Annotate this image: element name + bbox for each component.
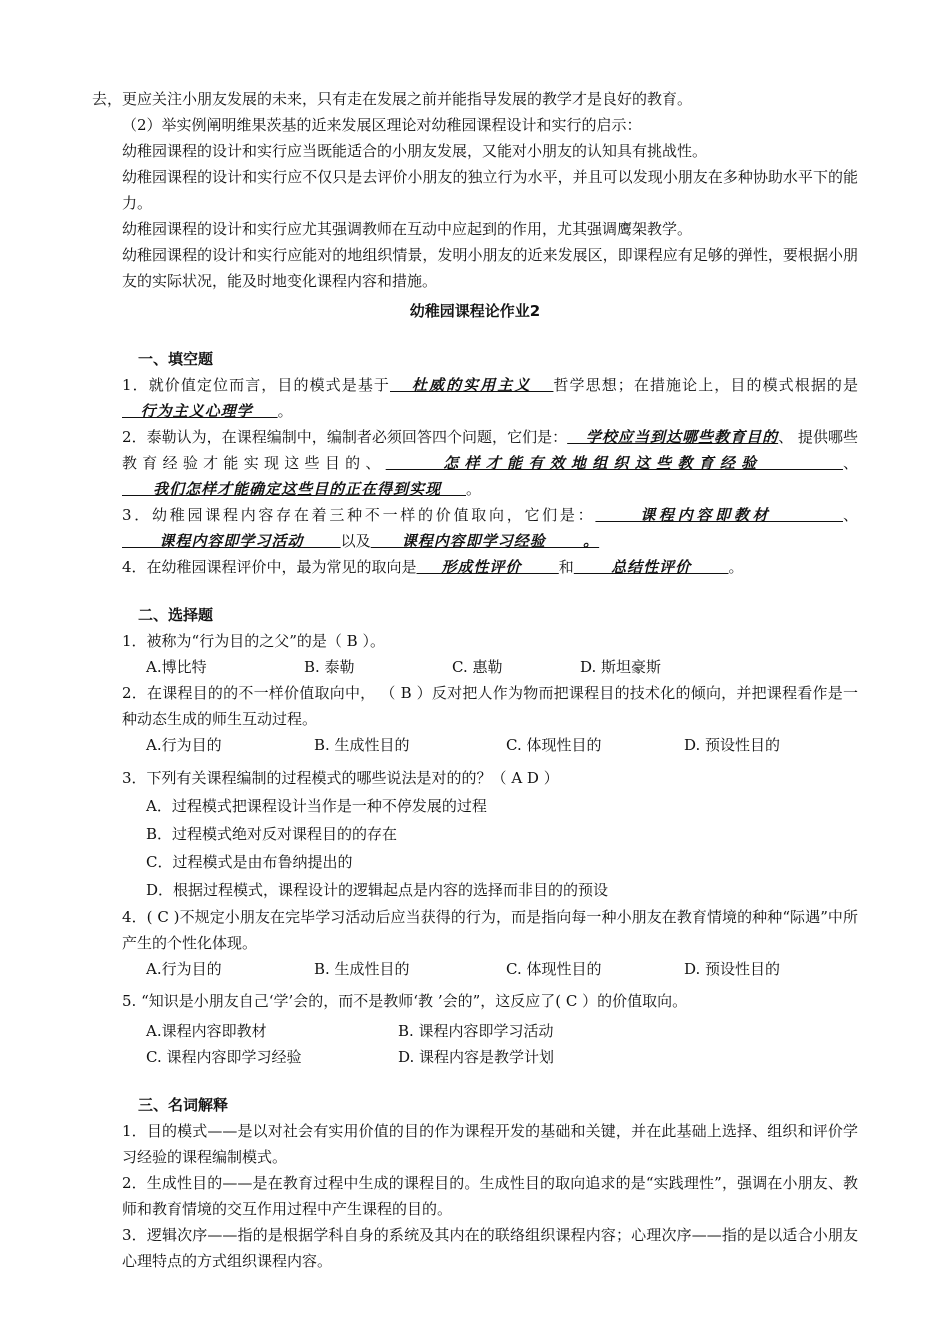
document-page	[92, 86, 858, 1274]
term-definition-2: 2．生成性目的——是在教育过程中生成的课程目的。生成性目的取向追求的是“实践理性”，强调在小朋友、教师和教育情境的交互作用过程中产生课程的目的。	[122, 1174, 858, 1218]
choice-q5-options-row-1	[92, 1014, 858, 1044]
choice-q2-option-a: A.行为目的	[146, 736, 222, 754]
choice-q1-stem: 1．被称为“行为目的之父”的是（ B ）。	[122, 632, 385, 650]
choice-q2-option-b: B. 生成性目的	[314, 736, 410, 754]
term-definition-3: 3．逻辑次序——指的是根据学科自身的系统及其内在的联络组织课程内容；心理次序——指的是以适合小朋友心理特点的方式组织课程内容。	[122, 1226, 858, 1270]
intro-line-5: 幼稚园课程的设计和实行应尤其强调教师在互动中应起到的作用，尤其强调鹰架教学。	[122, 220, 693, 238]
choice-q4-stem: 4．( C )不规定小朋友在完毕学习活动后应当获得的行为，而是指向每一种小朋友在教育情境的种种“际遇”中所产生的个性化体现。	[122, 908, 858, 952]
choice-q1-option-c: C. 惠勒	[452, 658, 503, 676]
fill-question-3	[92, 502, 858, 554]
choice-q4-option-a: A.行为目的	[146, 960, 222, 978]
choice-q5-stem: 5. “知识是小朋友自己‘学’会的，而不是教师‘教 ’会的”，这反应了( C ）的价值取向。	[122, 992, 688, 1010]
fill-q3-answer-1: 课程内容即教材	[595, 506, 843, 524]
fill-q1-mid: 哲学思想；在措施论上，目的模式根据的是	[553, 376, 858, 394]
fill-q3-answer-2: 课程内容即学习活动	[122, 532, 341, 550]
term-definition-1: 1．目的模式——是以对社会有实用价值的目的作为课程开发的基础和关键，并在此基础上选择、组织和评价学习经验的课程编制模式。	[122, 1122, 858, 1166]
fill-q4-pre: 4．在幼稚园课程评价中，最为常见的取向是	[122, 558, 417, 576]
intro-line-4: 幼稚园课程的设计和实行应不仅只是去评价小朋友的独立行为水平，并且可以发现小朋友在多种协助水平下的能力。	[122, 168, 858, 212]
fill-question-4	[92, 554, 858, 580]
fill-q2-answer-2: 怎样才能有效地组织这些教育经验	[385, 454, 843, 472]
fill-q3-sep-2: 以及	[340, 532, 371, 550]
fill-q2-answer-1: 学校应当到达哪些教育目的	[567, 428, 779, 446]
choice-q5-option-b: B. 课程内容即学习活动	[398, 1022, 554, 1040]
fill-q4-answer-1: 形成性评价	[416, 558, 559, 576]
fill-q2-answer-3: 我们怎样才能确定这些目的正在得到实现	[122, 480, 467, 498]
fill-q4-mid: 和	[558, 558, 574, 576]
fill-q4-answer-2: 总结性评价	[573, 558, 729, 576]
fill-q3-pre: 3．幼稚园课程内容存在着三种不一样的价值取向，它们是：	[122, 506, 596, 524]
choice-q2-option-d: D. 预设性目的	[684, 736, 781, 754]
fill-q1-answer-1: 杜威的实用主义	[390, 376, 554, 394]
choice-q5-options-row-2	[92, 1044, 858, 1070]
choice-q3-option-c: C．过程模式是由布鲁纳提出的	[146, 853, 353, 871]
fill-q2-sep-1: 、 提供哪些教育经验才能实现这些目的、	[122, 428, 858, 472]
choice-q1-option-d: D. 斯坦豪斯	[580, 658, 662, 676]
choice-q4-option-c: C. 体现性目的	[506, 960, 602, 978]
intro-line-3: 幼稚园课程的设计和实行应当既能适合的小朋友发展，又能对小朋友的认知具有挑战性。	[122, 142, 708, 160]
section-heading-choice: 二、选择题	[138, 606, 214, 624]
choice-q5-option-d: D. 课程内容是教学计划	[398, 1048, 555, 1066]
choice-q2-options	[92, 732, 858, 758]
fill-question-2	[92, 424, 858, 502]
fill-question-1	[92, 372, 858, 424]
choice-q4-option-b: B. 生成性目的	[314, 960, 410, 978]
choice-q1-option-b: B. 泰勒	[304, 658, 355, 676]
assignment-title: 幼稚园课程论作业2	[409, 302, 541, 320]
choice-q4-option-d: D. 预设性目的	[684, 960, 781, 978]
intro-line-2: （2）举实例阐明维果茨基的近来发展区理论对幼稚园课程设计和实行的启示：	[122, 116, 642, 134]
choice-q5-option-a: A.课程内容即教材	[146, 1022, 267, 1040]
choice-q4-options	[92, 956, 858, 982]
fill-q2-sep-2: 、	[842, 454, 858, 472]
choice-q3-option-b: B．过程模式绝对反对课程目的的存在	[146, 825, 398, 843]
choice-q1-option-a: A.博比特	[146, 658, 207, 676]
choice-q2-stem: 2．在课程目的的不一样价值取向中， （ B ）反对把人作为物而把课程目的技术化的倾向，并把课程看作是一种动态生成的师生互动过程。	[122, 684, 858, 728]
fill-q1-answer-2: 行为主义心理学	[122, 402, 278, 420]
fill-q4-post: 。	[728, 558, 744, 576]
choice-q3-option-a: A．过程模式把课程设计当作是一种不停发展的过程	[146, 797, 487, 815]
fill-q1-pre: 1．就价值定位而言，目的模式是基于	[122, 376, 390, 394]
fill-q3-answer-3: 课程内容即学习经验 。	[370, 532, 600, 550]
choice-q1-options	[92, 654, 858, 680]
fill-q2-post: 。	[466, 480, 482, 498]
choice-q3-option-d: D．根据过程模式，课程设计的逻辑起点是内容的选择而非目的的预设	[146, 881, 609, 899]
section-heading-terms: 三、名词解释	[138, 1096, 229, 1114]
fill-q1-post: 。	[277, 402, 293, 420]
intro-line-1: 去，更应关注小朋友发展的未来，只有走在发展之前并能指导发展的教学才是良好的教育。	[92, 90, 693, 108]
choice-q2-option-c: C. 体现性目的	[506, 736, 602, 754]
section-heading-fill: 一、填空题	[138, 350, 214, 368]
intro-line-6: 幼稚园课程的设计和实行应能对的地组织情景，发明小朋友的近来发展区，即课程应有足够的弹性，要根据小朋友的实际状况，能及时地变化课程内容和措施。	[122, 246, 858, 290]
fill-q3-sep-1: 、	[843, 506, 859, 524]
choice-q3-stem: 3．下列有关课程编制的过程模式的哪些说法是对的的？（ A D ）	[122, 769, 559, 787]
choice-q5-option-c: C. 课程内容即学习经验	[146, 1048, 302, 1066]
fill-q2-pre: 2．泰勒认为，在课程编制中，编制者必须回答四个问题，它们是：	[122, 428, 568, 446]
